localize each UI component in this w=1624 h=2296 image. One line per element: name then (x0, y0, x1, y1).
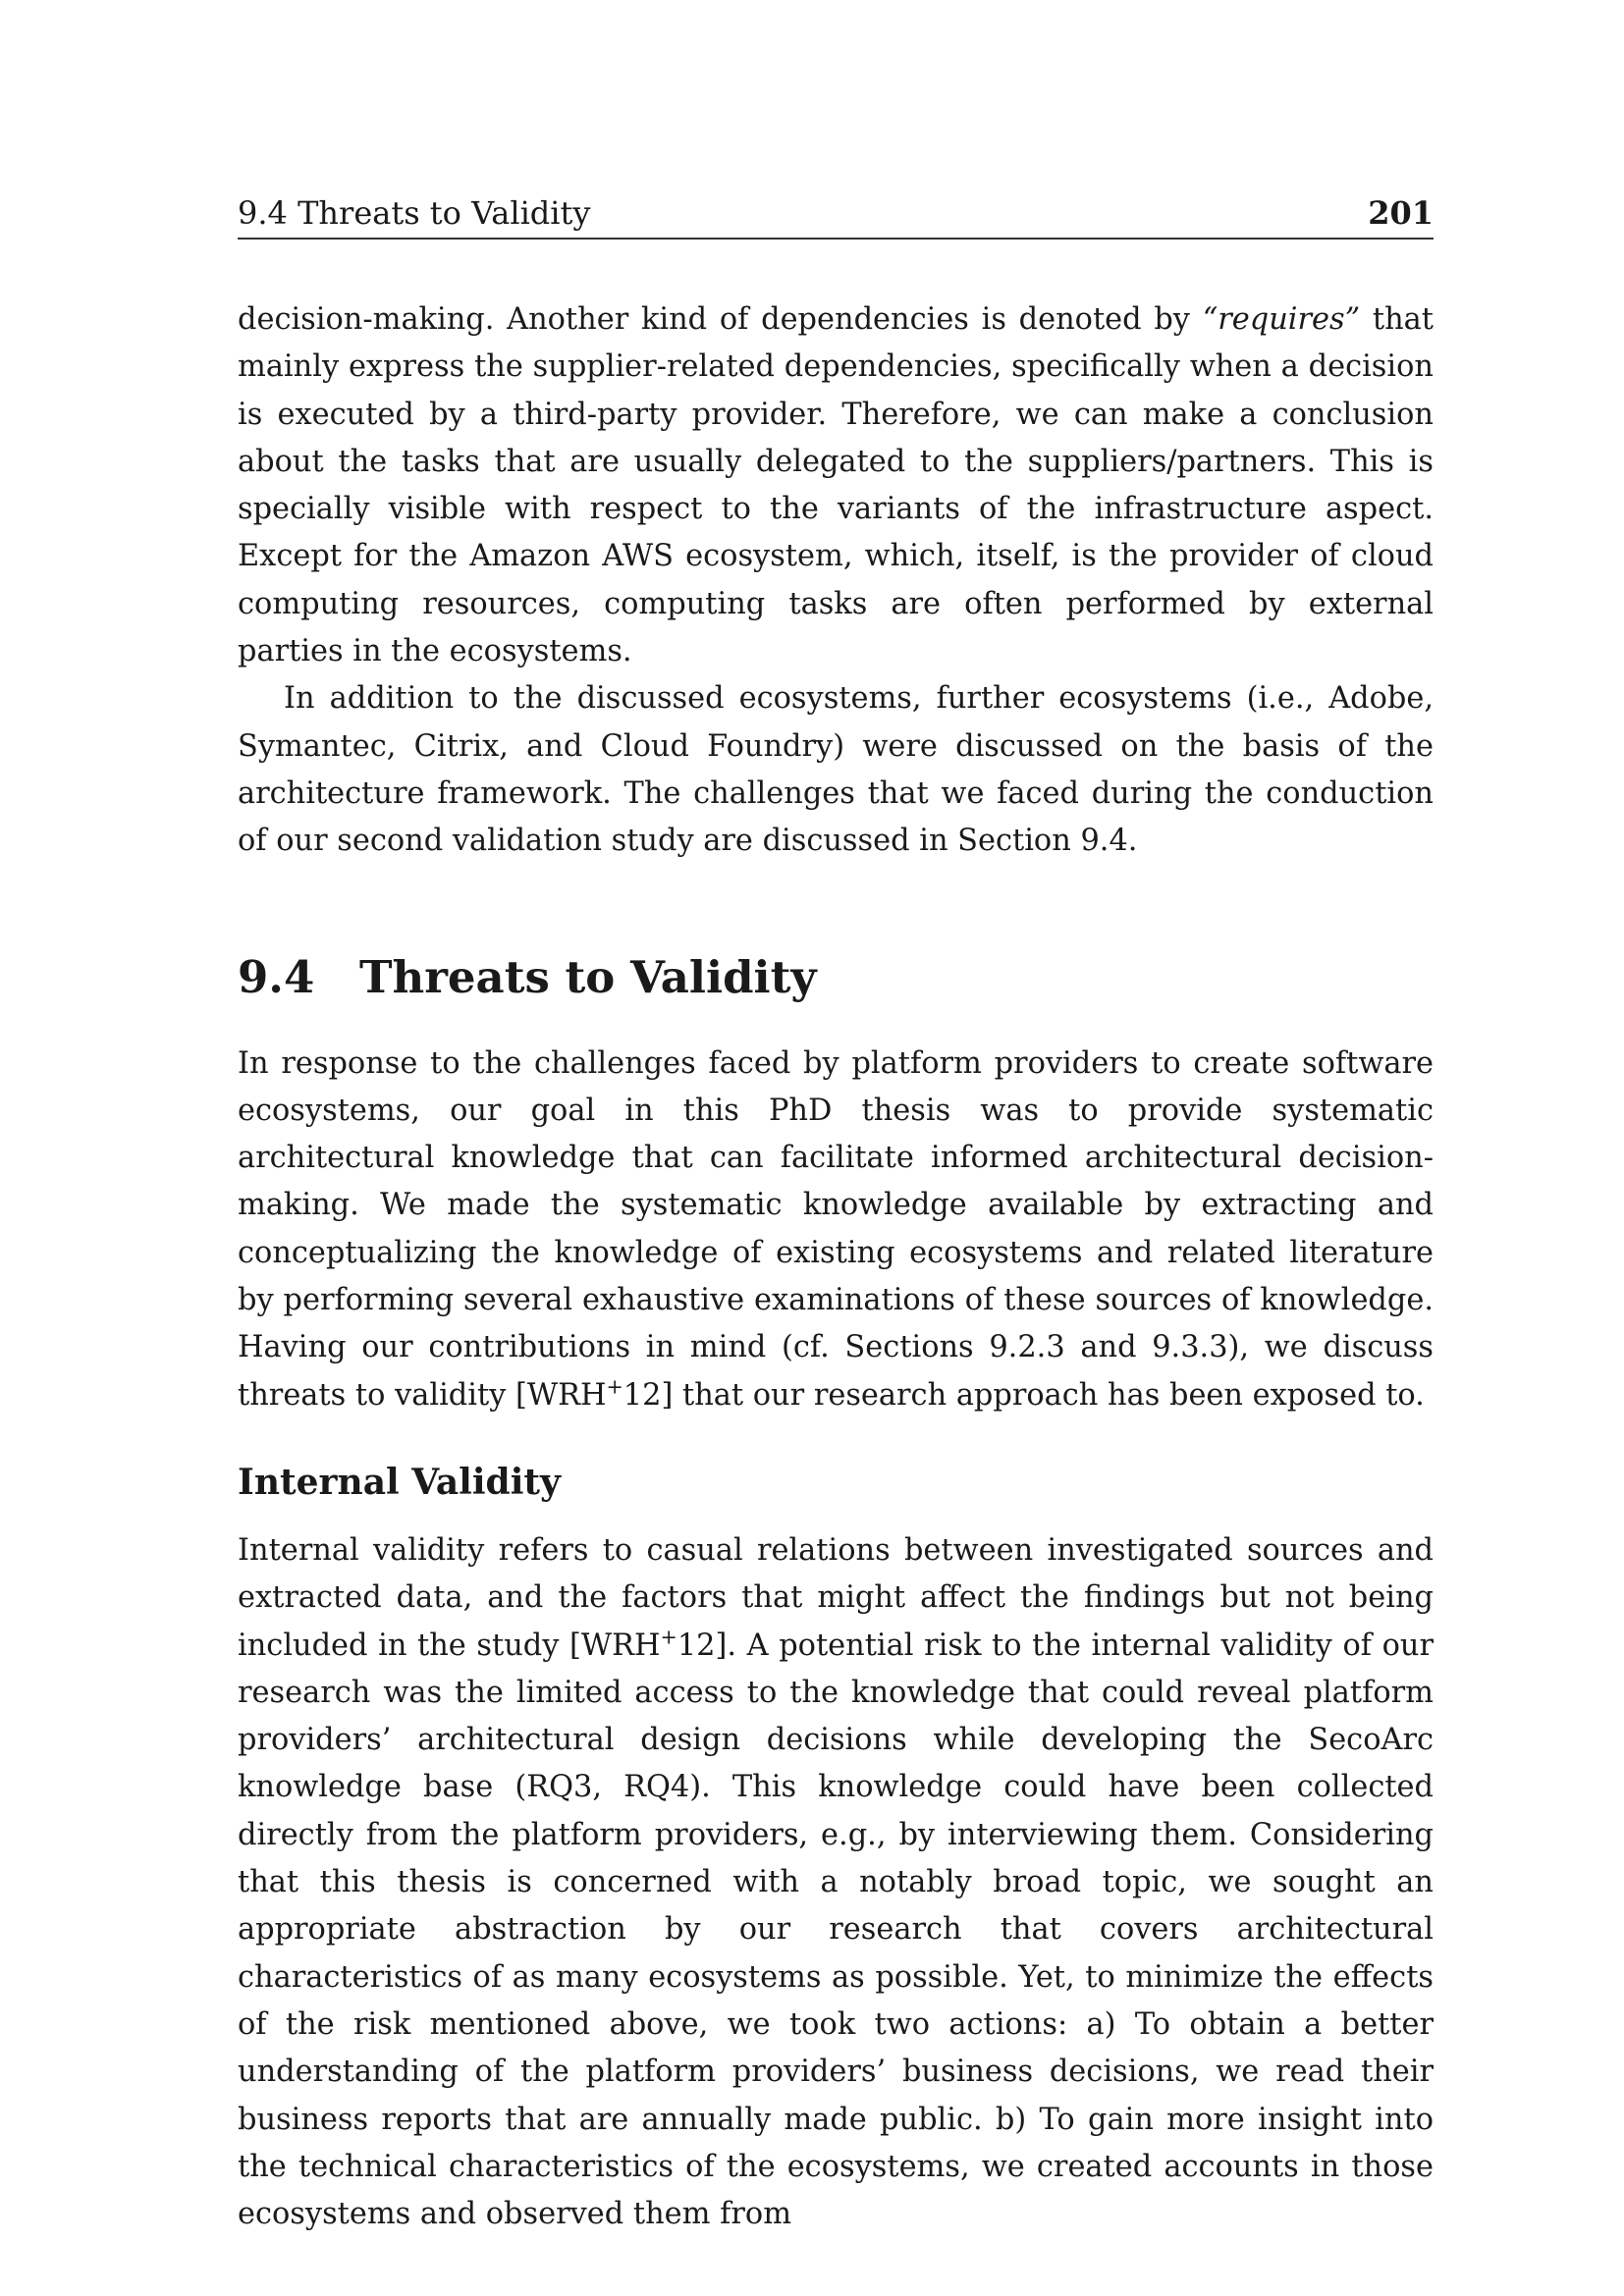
body-text (238, 296, 1434, 2238)
citation-superscript: + (660, 1625, 677, 1649)
paragraph-text: In addition to the discussed ecosystems, further ecosystems (i.e., Adobe, Symantec, Citrix, and Cloud Foundry) were discussed on the basis of the architecture framework. The challenges that we faced during the conduction of our second validation study are discussed in Section 9.4. (238, 681, 1434, 859)
section-number: 9.4 (238, 950, 315, 1003)
citation-superscript: + (606, 1374, 623, 1399)
page (238, 192, 1434, 2238)
quoted-term-requires: “requires” (1202, 302, 1361, 337)
page-number: 201 (1368, 194, 1434, 232)
section-title: Threats to Validity (359, 950, 817, 1003)
header-section-title: 9.4 Threats to Validity (238, 194, 591, 232)
paragraph-text: that mainly express the supplier-related dependencies, specifically when a decision is executed by a third-party provider. Therefore, we can make a conclusion about the tasks that are usually delegated to the suppliers/partners. This is specially visible with respect to the variants of the infrastructure aspect. Except for the Amazon AWS ecosystem, which, itself, is the provider of cloud computing resources, computing tasks are often performed by external parties in the ecosystems. (238, 302, 1434, 669)
subsection-heading: Internal Validity (238, 1461, 561, 1503)
paragraph-internal-validity (238, 1527, 1434, 2238)
section-heading (238, 950, 1434, 1005)
paragraph-text: 12]. A potential risk to the internal validity of our research was the limited access to the knowledge that could reveal platform providers’ architectural design decisions while developing the SecoArc knowledge base (RQ3, RQ4). This knowledge could have been collected directly from the platform providers, e.g., by interviewing them. Considering that this thesis is concerned with a notably broad topic, we sought an appropriate abstraction by our research that covers architectural characteristics of as many ecosystems as possible. Yet, to minimize the effects of the risk mentioned above, we took two actions: a) To obtain a better understanding of the platform providers’ business decisions, we read their business reports that are annually made public. b) To gain more insight into the technical characteristics of the ecosystems, we created accounts in those ecosystems and observed them from (238, 1628, 1435, 2232)
paragraph-intro (238, 1041, 1434, 1419)
paragraph-text: In response to the challenges faced by platform providers to create software ecosystems, our goal in this PhD thesis was to provide systematic architectural knowledge that can facilitate informed architectural decision-making. We made the systematic knowledge available by extracting and conceptualizing the knowledge of existing ecosystems and related literature by performing several exhaustive examinations of these sources of knowledge. Having our contributions in mind (cf. Sections 9.2.3 and 9.3.3), we discuss threats to validity [WRH (238, 1045, 1434, 1413)
paragraph-text: 12] that our research approach has been exposed to. (623, 1377, 1425, 1413)
running-header (238, 192, 1434, 240)
paragraph-further-ecosystems (238, 675, 1434, 865)
paragraph-continued (238, 296, 1434, 675)
paragraph-text: decision-making. Another kind of dependencies is denoted by (238, 302, 1203, 337)
paragraph-text: Internal validity refers to casual relations between investigated sources and extracted data, and the factors that might affect the findings but not being included in the study [WRH (238, 1532, 1434, 1663)
